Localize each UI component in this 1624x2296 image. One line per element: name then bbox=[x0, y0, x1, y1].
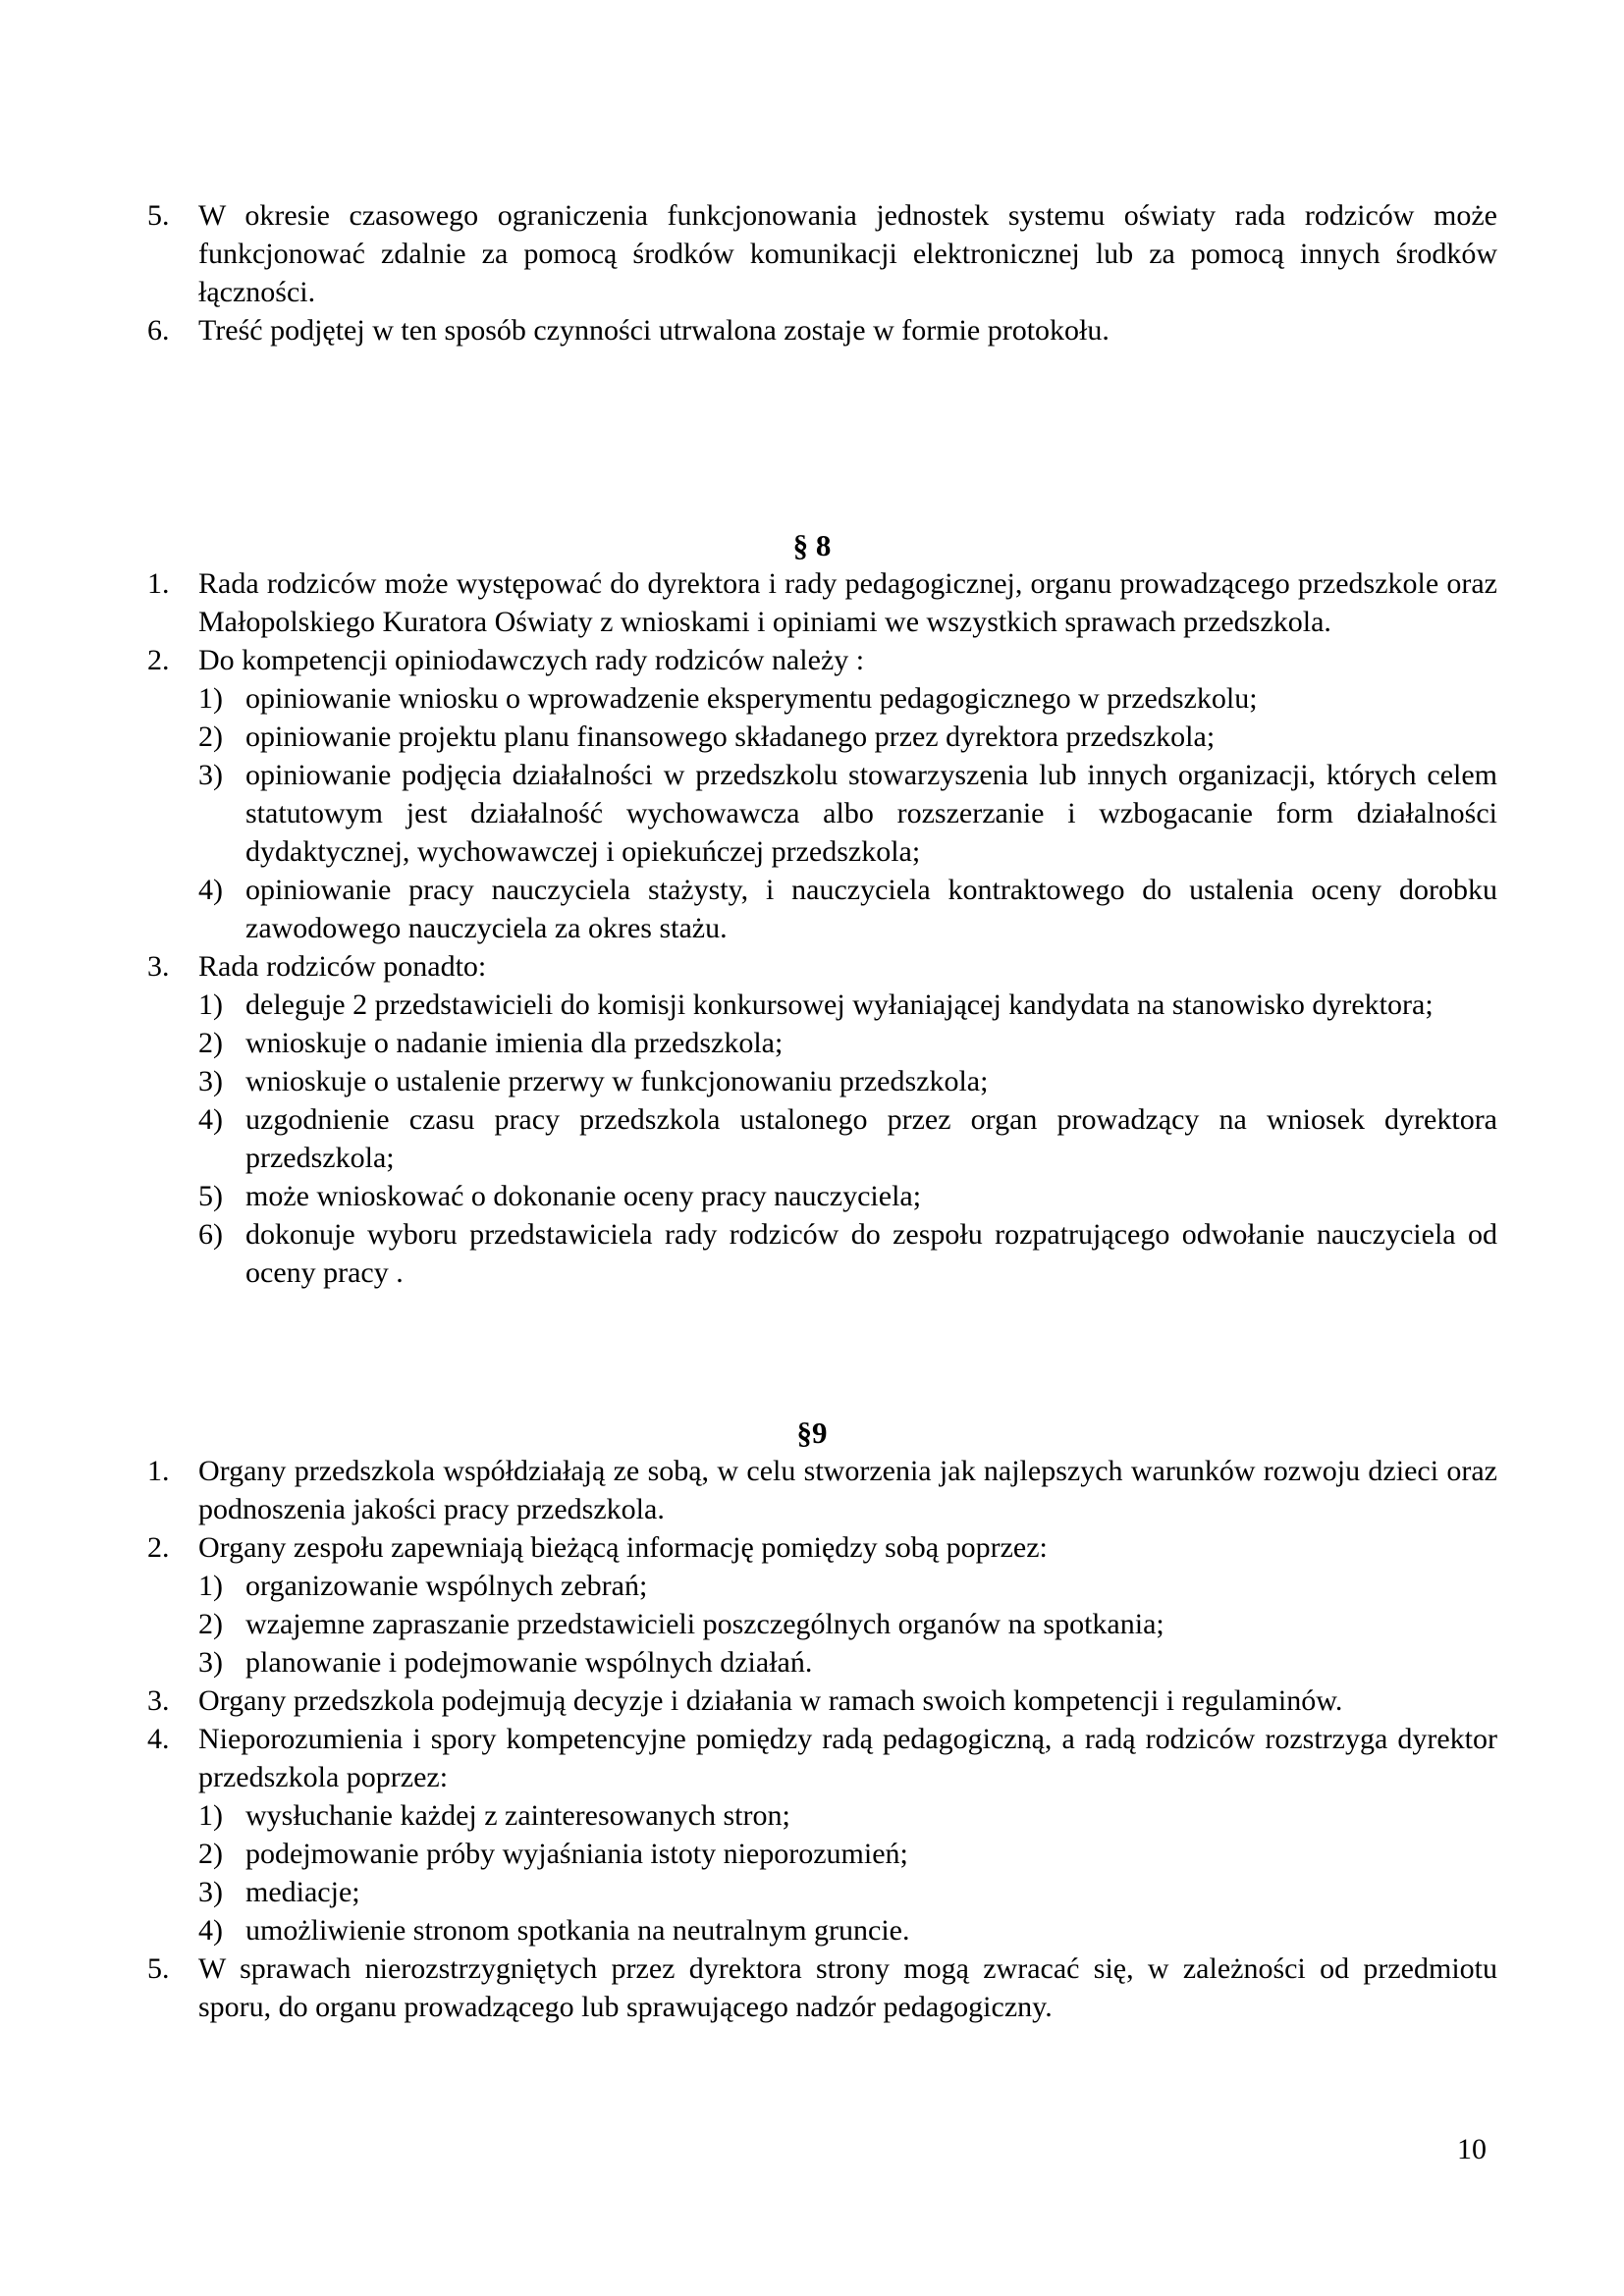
item-number: 6. bbox=[147, 314, 170, 347]
item-number: 4. bbox=[147, 1723, 170, 1755]
sub-item bbox=[147, 1215, 1497, 1292]
sub-item bbox=[147, 1796, 1497, 1835]
paragraph-3 bbox=[147, 1682, 1497, 1720]
intro-list bbox=[147, 196, 1497, 349]
sub-item-text: uzgodnienie czasu pracy przedszkola ustalonego przez organ prowadzący na wniosek dyrektora przedszkola; bbox=[245, 1103, 1497, 1174]
list-item bbox=[147, 196, 1497, 311]
sub-item-number: 4) bbox=[198, 1103, 223, 1136]
sub-item-text: opiniowanie pracy nauczyciela stażysty, i nauczyciela kontraktowego do ustalenia oceny dorobku zawodowego nauczyciela za okres stażu. bbox=[245, 874, 1497, 944]
sub-item-text: organizowanie wspólnych zebrań; bbox=[245, 1570, 648, 1602]
sub-item-text: umożliwienie stronom spotkania na neutralnym gruncie. bbox=[245, 1914, 910, 1947]
item-number: 2. bbox=[147, 1531, 170, 1564]
section-8-title: § 8 bbox=[792, 528, 832, 562]
sub-item-text: opiniowanie wniosku o wprowadzenie eksperymentu pedagogicznego w przedszkolu; bbox=[245, 682, 1258, 715]
sub-item-text: podejmowanie próby wyjaśniania istoty nieporozumień; bbox=[245, 1838, 908, 1870]
section-8-body bbox=[147, 564, 1497, 1292]
page-number: 10 bbox=[1457, 2133, 1487, 2165]
sub-item bbox=[147, 871, 1497, 947]
item-text: Treść podjętej w ten sposób czynności utrwalona zostaje w formie protokołu. bbox=[198, 314, 1110, 347]
item-text: Organy przedszkola podejmują decyzje i działania w ramach swoich kompetencji i regulaminów. bbox=[198, 1684, 1343, 1717]
item-text: Organy zespołu zapewniają bieżącą informację pomiędzy sobą poprzez: bbox=[198, 1531, 1048, 1564]
item-number: 1. bbox=[147, 1455, 170, 1487]
sub-item bbox=[147, 1567, 1497, 1605]
sub-item-number: 5) bbox=[198, 1180, 223, 1212]
item-text: W okresie czasowego ograniczenia funkcjonowania jednostek systemu oświaty rada rodziców może funkcjonować zdalnie za pomocą środków komunikacji elektronicznej lub za pomocą innych środków łączności. bbox=[198, 199, 1497, 308]
sub-item-text: wysłuchanie każdej z zainteresowanych stron; bbox=[245, 1799, 790, 1832]
sub-item bbox=[147, 1062, 1497, 1100]
sub-item-number: 2) bbox=[198, 1838, 223, 1870]
item-number: 1. bbox=[147, 567, 170, 600]
paragraph-5 bbox=[147, 1949, 1497, 2026]
sub-item-number: 4) bbox=[198, 1914, 223, 1947]
sub-item-text: opiniowanie projektu planu finansowego składanego przez dyrektora przedszkola; bbox=[245, 721, 1216, 753]
item-number: 2. bbox=[147, 644, 170, 676]
sub-item bbox=[147, 1835, 1497, 1873]
item-text: Rada rodziców może występować do dyrektora i rady pedagogicznej, organu prowadzącego przedszkole oraz Małopolskiego Kuratora Oświaty z wnioskami i opiniami we wszystkich sprawach przedszkola. bbox=[198, 567, 1497, 638]
item-number: 5. bbox=[147, 1952, 170, 1985]
sub-item-number: 2) bbox=[198, 721, 223, 753]
sub-item bbox=[147, 1911, 1497, 1949]
sub-item-number: 3) bbox=[198, 1646, 223, 1679]
section-9-title: §9 bbox=[796, 1415, 828, 1450]
item-number: 3. bbox=[147, 1684, 170, 1717]
sub-item bbox=[147, 1177, 1497, 1215]
paragraph-2 bbox=[147, 1528, 1497, 1567]
sub-item bbox=[147, 1024, 1497, 1062]
item-text: Organy przedszkola współdziałają ze sobą, w celu stworzenia jak najlepszych warunków rozwoju dzieci oraz podnoszenia jakości pracy przedszkola. bbox=[198, 1455, 1497, 1525]
paragraph-2 bbox=[147, 641, 1497, 679]
sub-item-number: 3) bbox=[198, 1876, 223, 1908]
sub-item-number: 6) bbox=[198, 1218, 223, 1251]
sub-item-text: może wnioskować o dokonanie oceny pracy nauczyciela; bbox=[245, 1180, 922, 1212]
sub-item bbox=[147, 986, 1497, 1024]
sub-item bbox=[147, 756, 1497, 871]
paragraph-4 bbox=[147, 1720, 1497, 1796]
sub-item bbox=[147, 1643, 1497, 1682]
list-item bbox=[147, 311, 1497, 349]
sub-item-number: 3) bbox=[198, 759, 223, 791]
item-number: 3. bbox=[147, 950, 170, 983]
paragraph-1 bbox=[147, 1452, 1497, 1528]
paragraph-1 bbox=[147, 564, 1497, 641]
sub-item bbox=[147, 1873, 1497, 1911]
sub-item-number: 2) bbox=[198, 1027, 223, 1059]
paragraph-3 bbox=[147, 947, 1497, 986]
item-text: Do kompetencji opiniodawczych rady rodziców należy : bbox=[198, 644, 865, 676]
sub-item-number: 3) bbox=[198, 1065, 223, 1097]
sub-item bbox=[147, 1605, 1497, 1643]
sub-item bbox=[147, 679, 1497, 718]
item-number: 5. bbox=[147, 199, 170, 232]
item-text: W sprawach nierozstrzygniętych przez dyrektora strony mogą zwracać się, w zależności od przedmiotu sporu, do organu prowadzącego lub sprawującego nadzór pedagogiczny. bbox=[198, 1952, 1497, 2023]
sub-item-number: 1) bbox=[198, 1799, 223, 1832]
sub-item-number: 4) bbox=[198, 874, 223, 906]
sub-item-number: 1) bbox=[198, 682, 223, 715]
section-9-body bbox=[147, 1452, 1497, 2026]
sub-item bbox=[147, 718, 1497, 756]
sub-item-text: wzajemne zapraszanie przedstawicieli poszczególnych organów na spotkania; bbox=[245, 1608, 1164, 1640]
sub-item-text: planowanie i podejmowanie wspólnych działań. bbox=[245, 1646, 813, 1679]
sub-item-text: wnioskuje o ustalenie przerwy w funkcjonowaniu przedszkola; bbox=[245, 1065, 989, 1097]
item-text: Rada rodziców ponadto: bbox=[198, 950, 487, 983]
item-text: Nieporozumienia i spory kompetencyjne pomiędzy radą pedagogiczną, a radą rodziców rozstrzyga dyrektor przedszkola poprzez: bbox=[198, 1723, 1497, 1793]
sub-item-text: mediacje; bbox=[245, 1876, 360, 1908]
sub-item bbox=[147, 1100, 1497, 1177]
sub-item-number: 1) bbox=[198, 1570, 223, 1602]
sub-item-text: opiniowanie podjęcia działalności w przedszkolu stowarzyszenia lub innych organizacji, których celem statutowym jest działalność wychowawcza albo rozszerzanie i wzbogacanie form działalności dydaktycznej, wychowawczej i opiekuńczej przedszkola; bbox=[245, 759, 1497, 868]
sub-item-text: deleguje 2 przedstawicieli do komisji konkursowej wyłaniającej kandydata na stanowisko dyrektora; bbox=[245, 988, 1434, 1021]
sub-item-text: dokonuje wyboru przedstawiciela rady rodziców do zespołu rozpatrującego odwołanie nauczyciela od oceny pracy . bbox=[245, 1218, 1497, 1289]
sub-item-text: wnioskuje o nadanie imienia dla przedszkola; bbox=[245, 1027, 784, 1059]
sub-item-number: 1) bbox=[198, 988, 223, 1021]
sub-item-number: 2) bbox=[198, 1608, 223, 1640]
